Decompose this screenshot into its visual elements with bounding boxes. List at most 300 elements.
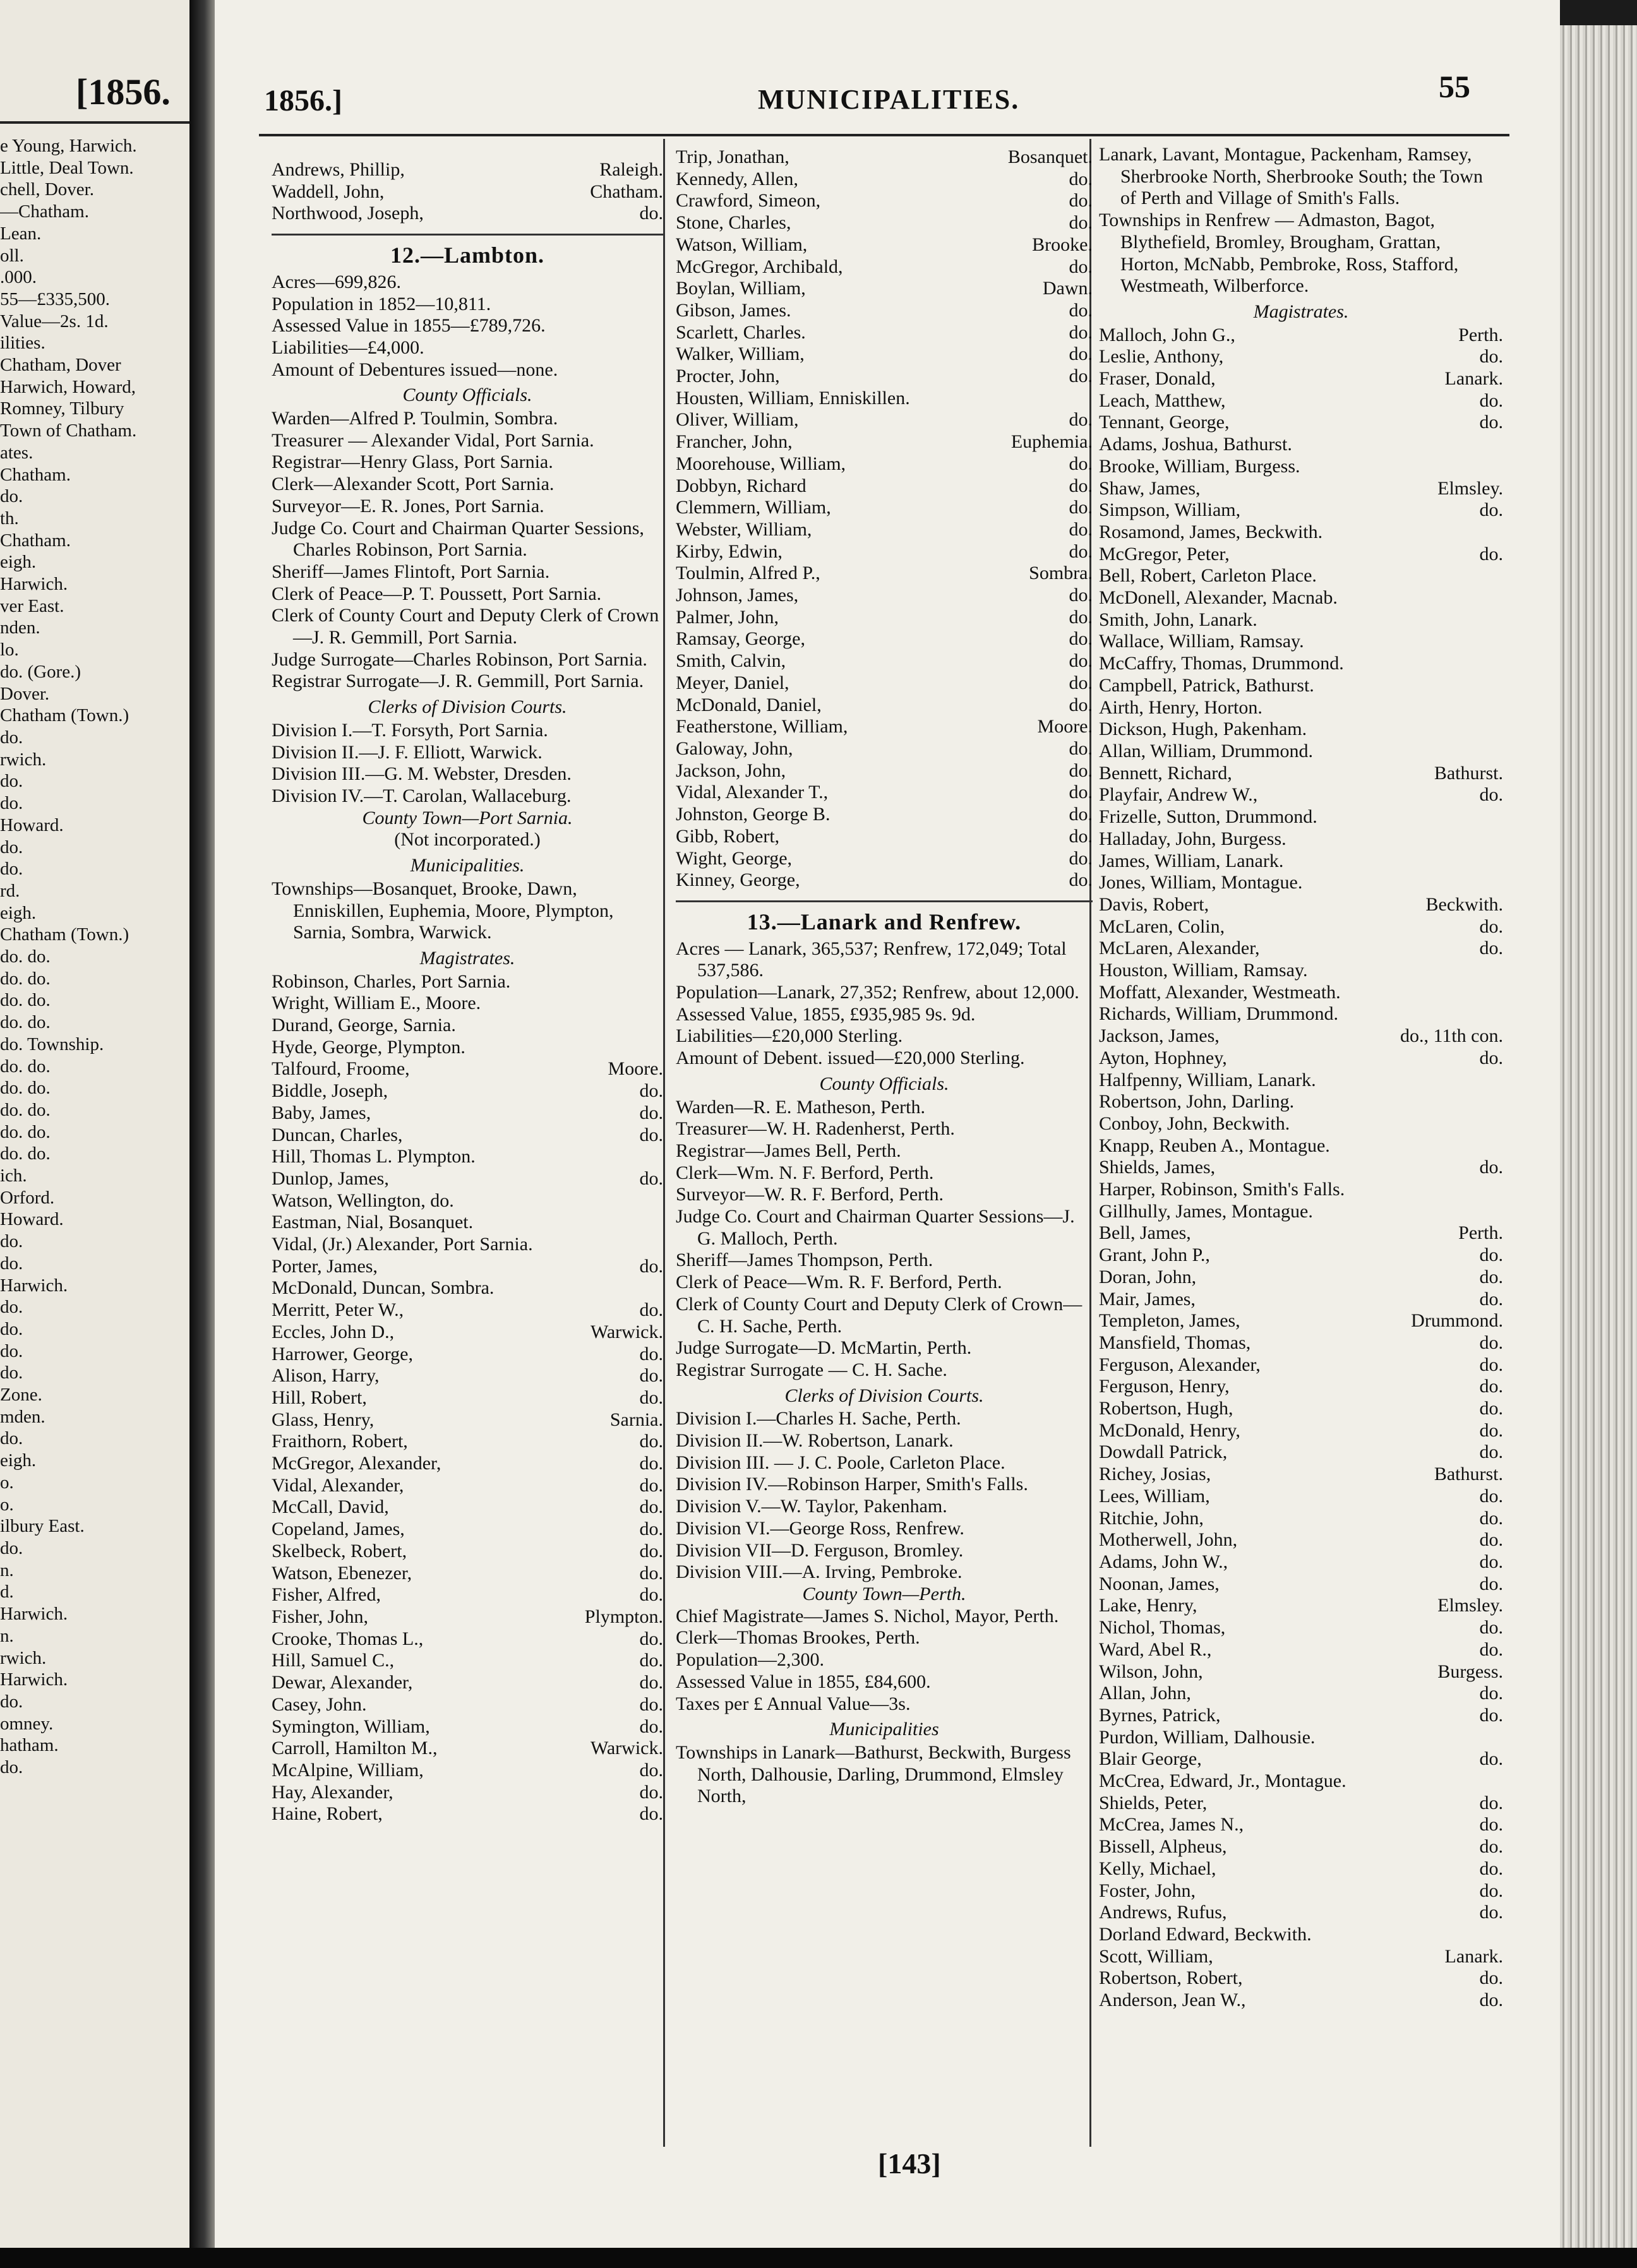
scan-border [0, 2248, 1637, 2268]
official-entry: Surveyor—E. R. Jones, Port Sarnia. [272, 495, 544, 516]
official-entry: Warden—R. E. Matheson, Perth. [676, 1096, 926, 1118]
entry-name: Watson, Wellington, do. [272, 1190, 454, 1211]
stat-line: Liabilities—£20,000 Sterling. [676, 1025, 903, 1047]
entry-place: do. [1479, 1858, 1503, 1879]
entry-name: Scott, William, [1099, 1945, 1213, 1967]
entry-name: Robertson, Robert, [1099, 1967, 1243, 1989]
list-entry [1099, 1595, 1503, 1617]
entry-place: do. [1069, 453, 1093, 474]
list-entry [1099, 499, 1503, 522]
left-page-line: do. do. [0, 1078, 51, 1099]
left-page-line: .000. [0, 267, 37, 288]
stat-line: Population in 1852—10,811. [272, 293, 491, 314]
subheading: County Officials. [819, 1073, 949, 1094]
list-entry [272, 1058, 663, 1080]
official-entry: Treasurer—W. H. Radenherst, Perth. [676, 1118, 955, 1140]
entry-place: Lanark. [1444, 1945, 1503, 1967]
county-stats [676, 938, 1093, 1070]
entry-name: Waddell, John, [272, 181, 385, 202]
entry-name: Stone, Charles, [676, 212, 791, 234]
entry-name: Richards, William, Drummond. [1099, 1003, 1339, 1025]
left-page-line: do. do. [0, 1056, 51, 1077]
list-entry [1099, 982, 1503, 1004]
left-page-line: Harwich. [0, 1275, 68, 1296]
entry-place: do. [1069, 540, 1093, 562]
entry-name: Byrnes, Patrick, [1099, 1704, 1221, 1726]
entry-name: Wallace, William, Ramsay. [1099, 631, 1304, 652]
left-page-line: do. [0, 1538, 23, 1558]
list-entry [272, 181, 663, 203]
list-entry [1099, 1946, 1503, 1968]
list-entry [676, 169, 1093, 191]
list-entry [272, 1256, 663, 1278]
page-title: MUNICIPALITIES. [758, 84, 1020, 115]
entry-name: Wight, George, [676, 847, 793, 869]
entry-name: Dobbyn, Richard [676, 475, 807, 496]
list-entry [272, 1277, 663, 1299]
list-entry [1099, 1179, 1503, 1201]
entry-name: Kirby, Edwin, [676, 540, 783, 562]
left-page-line: do. [0, 859, 23, 880]
left-page-line: ates. [0, 442, 33, 463]
page-reference: [143] [878, 2147, 941, 2180]
list-entry [676, 848, 1093, 870]
entry-place: do. [1479, 938, 1503, 959]
left-page-line: Little, Deal Town. [0, 157, 134, 178]
entry-name: McLaren, Alexander, [1099, 938, 1260, 959]
list-entry [676, 146, 1093, 169]
main-page [215, 0, 1560, 2268]
list-entry [1099, 719, 1503, 741]
left-page-line: Chatham. [0, 464, 71, 485]
entry-place: do. [1479, 1792, 1503, 1813]
list-entry [272, 1628, 663, 1650]
entry-place: do. [1069, 737, 1093, 759]
list-entry [676, 409, 1093, 431]
left-page-line: do. [0, 1340, 23, 1361]
official-entry: Judge Surrogate—D. McMartin, Perth. [676, 1337, 972, 1359]
entry-name: Halladay, John, Burgess. [1099, 828, 1286, 849]
list-entry [1099, 850, 1503, 873]
entry-name: Crawford, Simeon, [676, 190, 821, 212]
entry-name: Adams, John W., [1099, 1551, 1228, 1572]
list-entry [272, 993, 663, 1015]
entry-name: Fraithorn, Robert, [272, 1431, 408, 1452]
entry-name: Boylan, William, [676, 278, 806, 299]
stat-line: Assessed Value, 1855, £935,985 9s. 9d. [676, 1003, 976, 1025]
list-entry [1099, 1201, 1503, 1223]
entry-place: do. [1479, 1836, 1503, 1858]
entry-name: Watson, Ebenezer, [272, 1562, 412, 1584]
left-page-line: do. do. [0, 990, 51, 1011]
section-title: 12.—Lambton. [390, 242, 545, 268]
entry-place: do. [639, 1781, 663, 1803]
left-page-line: ver East. [0, 595, 64, 616]
list-entry [676, 650, 1093, 672]
entry-name: Gibson, James. [676, 299, 791, 321]
entry-name: Robertson, John, Darling. [1099, 1091, 1295, 1113]
list-entry [272, 1168, 663, 1190]
entry-name: Gibb, Robert, [676, 825, 780, 847]
entry-name: Skelbeck, Robert, [272, 1540, 407, 1561]
entry-name: Ramsay, George, [676, 628, 805, 650]
header-rule [259, 134, 1509, 136]
list-entry [676, 563, 1093, 585]
list-entry [1099, 1464, 1503, 1486]
list-entry [1099, 1902, 1503, 1924]
entry-name: Allan, William, Drummond. [1099, 740, 1314, 761]
list-entry [676, 343, 1093, 366]
left-page-rule [0, 121, 189, 124]
entry-name: Nichol, Thomas, [1099, 1617, 1226, 1638]
entry-name: Lees, William, [1099, 1485, 1210, 1507]
entry-name: Merritt, Peter W., [272, 1299, 404, 1321]
entry-name: Wilson, John, [1099, 1661, 1203, 1682]
left-page-line: eigh. [0, 552, 37, 573]
list-entry [1099, 763, 1503, 785]
entry-name: Jones, William, Montague. [1099, 872, 1303, 893]
county-stats [272, 272, 663, 381]
entry-name: Noonan, James, [1099, 1573, 1220, 1594]
list-entry [272, 1299, 663, 1322]
entry-place: do. [639, 1255, 663, 1277]
entry-place: do. [1069, 256, 1093, 277]
list-entry [1099, 1310, 1503, 1332]
entry-place: Chatham. [590, 181, 663, 202]
list-entry [272, 1738, 663, 1760]
entry-name: Meyer, Daniel, [676, 672, 789, 693]
entry-name: McCrea, James N., [1099, 1814, 1244, 1835]
list-entry [1099, 872, 1503, 894]
entry-list [676, 146, 1093, 892]
entry-name: Smith, John, Lanark. [1099, 609, 1257, 630]
left-page-line: lo. [0, 640, 19, 660]
left-page-line: Value—2s. 1d. [0, 311, 109, 331]
entry-name: Trip, Jonathan, [676, 146, 789, 167]
entry-place: Brooke. [1032, 234, 1093, 255]
entry-place: do. [1069, 847, 1093, 869]
entry-name: Haine, Robert, [272, 1803, 383, 1825]
entry-place: do. [1069, 782, 1093, 803]
left-page-line: Orford. [0, 1187, 55, 1208]
entry-name: Shields, Peter, [1099, 1792, 1208, 1813]
entry-name: Fisher, John, [272, 1606, 368, 1627]
official-entry: Surveyor—W. R. F. Berford, Perth. [676, 1184, 944, 1205]
entry-place: Moore. [1037, 716, 1093, 737]
entry-name: Robinson, Charles, Port Sarnia. [272, 970, 511, 992]
left-page-line: omney. [0, 1713, 54, 1734]
entry-place: do. [639, 1167, 663, 1189]
entry-name: Fisher, Alfred, [272, 1584, 381, 1606]
entry-place: Sarnia. [609, 1409, 663, 1430]
left-page-line: Chatham (Town.) [0, 705, 129, 726]
list-entry [1099, 1420, 1503, 1442]
column-2 [676, 146, 1093, 1808]
left-page-line: e Young, Harwich. [0, 136, 137, 156]
list-entry [1099, 1727, 1503, 1749]
list-entry [272, 1080, 663, 1102]
entry-place: do. [1479, 1485, 1503, 1507]
left-page-line: eigh. [0, 1450, 37, 1471]
stat-line: Amount of Debentures issued—none. [272, 359, 558, 380]
entry-list [272, 159, 663, 225]
entry-place: do. [1479, 1638, 1503, 1660]
list-entry [676, 431, 1093, 453]
entry-name: Webster, William, [676, 518, 812, 540]
list-entry [1099, 828, 1503, 850]
stat-line: Assessed Value in 1855—£789,726. [272, 315, 546, 337]
entry-name: Featherstone, William, [676, 716, 848, 737]
list-entry [1099, 631, 1503, 653]
list-entry [1099, 1967, 1503, 1990]
entry-place: do. [1069, 366, 1093, 387]
left-page-line: do. [0, 1428, 23, 1449]
list-entry [1099, 1070, 1503, 1092]
list-entry [676, 628, 1093, 650]
list-entry [1099, 741, 1503, 763]
column-3 [1099, 144, 1503, 2012]
entry-name: Porter, James, [272, 1255, 378, 1277]
left-page-line: Lean. [0, 223, 42, 244]
entry-name: Conboy, John, Beckwith. [1099, 1113, 1290, 1134]
list-entry [272, 159, 663, 181]
list-entry [676, 234, 1093, 256]
left-page-year: [1856. [76, 71, 171, 112]
list-entry [676, 541, 1093, 563]
list-entry [676, 760, 1093, 782]
left-page-line: Howard. [0, 815, 64, 835]
official-entry: Registrar Surrogate — C. H. Sache. [676, 1359, 947, 1380]
list-entry [1099, 434, 1503, 456]
left-page-line: —Chatham. [0, 201, 89, 222]
list-entry [1099, 1639, 1503, 1661]
list-entry [1099, 1529, 1503, 1551]
entry-place: do. [1069, 628, 1093, 650]
entry-name: Oliver, William, [676, 409, 799, 431]
left-page-line: th. [0, 508, 19, 528]
entry-place: do. [1069, 518, 1093, 540]
list-entry [272, 1453, 663, 1475]
entry-place: do. [639, 1431, 663, 1452]
list-entry [1099, 1376, 1503, 1398]
official-entry: Clerk—Wm. N. F. Berford, Perth. [676, 1162, 934, 1183]
official-entry: Sheriff—James Flintoft, Port Sarnia. [272, 561, 550, 582]
entry-name: Hyde, George, Plympton. [272, 1036, 465, 1058]
entry-name: Moorehouse, William, [676, 453, 846, 474]
left-page-line: rwich. [0, 1647, 47, 1668]
list-entry [272, 1190, 663, 1212]
list-entry [1099, 609, 1503, 631]
list-entry [1099, 1157, 1503, 1179]
official-entry: Registrar—James Bell, Perth. [676, 1140, 901, 1161]
entry-name: Bennett, Richard, [1099, 762, 1232, 784]
entry-name: Rosamond, James, Beckwith. [1099, 521, 1323, 542]
header-year: 1856.] [264, 84, 342, 117]
left-page-line: do. Township. [0, 1034, 104, 1054]
entry-name: Anderson, Jean W., [1099, 1990, 1246, 2011]
entry-place: do. [1479, 499, 1503, 521]
entry-name: Watson, William, [676, 234, 808, 255]
list-entry [272, 1234, 663, 1256]
entry-name: Carroll, Hamilton M., [272, 1738, 438, 1759]
list-entry [676, 738, 1093, 760]
entry-name: Robertson, Hugh, [1099, 1398, 1233, 1419]
entry-name: Crooke, Thomas L., [272, 1628, 424, 1649]
list-entry [1099, 1354, 1503, 1376]
left-page-line: do. [0, 1691, 23, 1712]
previous-page-fragment [0, 0, 189, 2248]
entry-name: Fraser, Donald, [1099, 368, 1216, 390]
entry-name: Procter, John, [676, 366, 780, 387]
entry-name: Scarlett, Charles. [676, 321, 806, 343]
entry-place: do. [639, 1102, 663, 1123]
entry-name: Mair, James, [1099, 1288, 1196, 1310]
town-info-line: Taxes per £ Annual Value—3s. [676, 1693, 911, 1714]
list-entry [1099, 1814, 1503, 1836]
subheading: Clerks of Division Courts. [368, 696, 567, 718]
entry-place: Warwick. [590, 1738, 663, 1759]
list-entry [272, 1496, 663, 1519]
list-entry [1099, 1332, 1503, 1354]
entry-name: Campbell, Patrick, Bathurst. [1099, 674, 1314, 696]
left-page-line: Harwich, Howard, [0, 376, 136, 397]
list-entry [1099, 1244, 1503, 1267]
entry-place: Burgess. [1437, 1661, 1503, 1682]
list-entry [1099, 456, 1503, 478]
left-page-line: 55—£335,500. [0, 289, 110, 309]
list-entry [1099, 1880, 1503, 1902]
division-entry: Division II.—W. Robertson, Lanark. [676, 1430, 954, 1452]
left-page-line: do. [0, 1363, 23, 1383]
entry-place: do. [639, 1453, 663, 1474]
left-page-line: do. do. [0, 1099, 51, 1120]
entry-name: Dowdall Patrick, [1099, 1441, 1228, 1463]
left-page-line: Chatham. [0, 530, 71, 551]
stat-line: Liabilities—£4,000. [272, 337, 424, 358]
entry-place: do. [639, 203, 663, 224]
division-entry: Division II.—J. F. Elliott, Warwick. [272, 741, 543, 763]
division-entry: Division VIII.—A. Irving, Pembroke. [676, 1561, 962, 1583]
left-page-line: ilities. [0, 333, 45, 354]
entry-name: Ferguson, Henry, [1099, 1376, 1230, 1397]
entry-name: Dewar, Alexander, [272, 1672, 413, 1693]
entry-name: Hill, Robert, [272, 1387, 367, 1408]
list-entry [676, 716, 1093, 738]
entry-name: Shields, James, [1099, 1157, 1216, 1178]
list-entry [272, 1146, 663, 1168]
left-page-line: Howard. [0, 1209, 64, 1230]
entry-place: do. [639, 1759, 663, 1781]
page-number: 55 [1439, 69, 1470, 104]
entry-place: do. [639, 1628, 663, 1649]
left-page-line: mden. [0, 1406, 45, 1427]
entry-place: do. [1069, 497, 1093, 518]
entry-place: Raleigh. [599, 159, 663, 180]
list-entry [1099, 697, 1503, 719]
left-page-line: rd. [0, 880, 20, 901]
list-entry [1099, 390, 1503, 412]
entry-name: Doran, John, [1099, 1266, 1197, 1287]
left-page-line: Harwich. [0, 1669, 68, 1690]
entry-place: do. [639, 1562, 663, 1584]
stat-line: Amount of Debent. issued—£20,000 Sterling. [676, 1047, 1025, 1069]
left-page-line: Town of Chatham. [0, 421, 137, 441]
division-courts [676, 1408, 1093, 1584]
list-entry [676, 826, 1093, 848]
entry-name: Knapp, Reuben A., Montague. [1099, 1135, 1330, 1156]
entry-name: Allan, John, [1099, 1683, 1191, 1704]
county-officials [272, 408, 663, 693]
list-entry [676, 190, 1093, 212]
entry-place: do. [1069, 585, 1093, 606]
column-divider [663, 139, 665, 2147]
left-page-line: n. [0, 1560, 14, 1580]
entry-place: do. [1069, 212, 1093, 234]
list-entry [676, 300, 1093, 322]
entry-name: McDonald, Daniel, [676, 694, 822, 715]
town-info-line: Assessed Value in 1855, £84,600. [676, 1671, 931, 1692]
left-page-line: ich. [0, 1166, 27, 1186]
list-entry [676, 585, 1093, 607]
official-entry: Judge Surrogate—Charles Robinson, Port Sarnia. [272, 648, 647, 670]
entry-name: Harper, Robinson, Smith's Falls. [1099, 1179, 1345, 1200]
entry-name: Bissell, Alpheus, [1099, 1836, 1227, 1858]
entry-place: do. [639, 1716, 663, 1737]
left-page-line: do. [0, 1253, 23, 1274]
left-page-line: Harwich. [0, 1604, 68, 1625]
list-entry [1099, 806, 1503, 828]
entry-name: Bell, James, [1099, 1222, 1191, 1244]
list-entry [676, 607, 1093, 629]
municipalities-text: Townships—Bosanquet, Brooke, Dawn, Enniskillen, Euphemia, Moore, Plympton, Sarnia, Sombra, Warwick. [272, 878, 614, 943]
entry-place: do. [1069, 343, 1093, 365]
entry-name: Bell, Robert, Carleton Place. [1099, 565, 1317, 587]
official-entry: Warden—Alfred P. Toulmin, Sombra. [272, 408, 558, 429]
entry-name: Walker, William, [676, 343, 805, 365]
entry-name: McCaffry, Thomas, Drummond. [1099, 653, 1344, 674]
subheading: Municipalities [829, 1719, 939, 1740]
county-town: County Town—Perth. [802, 1584, 966, 1604]
list-entry [676, 519, 1093, 541]
list-entry [1099, 675, 1503, 697]
entry-name: McGregor, Alexander, [272, 1453, 441, 1474]
entry-place: do. [639, 1540, 663, 1561]
entry-place: do. [639, 1803, 663, 1825]
entry-place: Elmsley. [1437, 477, 1503, 499]
entry-name: Casey, John. [272, 1693, 367, 1715]
entry-name: Adams, Joshua, Bathurst. [1099, 434, 1292, 455]
entry-name: Toulmin, Alfred P., [676, 563, 820, 584]
list-entry [1099, 1573, 1503, 1596]
entry-name: Vidal, Alexander T., [676, 782, 829, 803]
division-entry: Division VII—D. Ferguson, Bromley. [676, 1539, 964, 1561]
entry-place: do. [1479, 1157, 1503, 1178]
entry-place: Plympton. [584, 1606, 663, 1627]
entry-place: do. [1069, 299, 1093, 321]
county-town: County Town—Port Sarnia. [362, 807, 573, 828]
entry-place: do. [639, 1080, 663, 1102]
left-page-line: do. [0, 1318, 23, 1339]
list-entry [1099, 1683, 1503, 1705]
entry-place: do. [1069, 869, 1093, 891]
division-entry: Division VI.—George Ross, Renfrew. [676, 1517, 964, 1539]
entry-name: Copeland, James, [272, 1519, 405, 1540]
entry-place: do. [1479, 1376, 1503, 1397]
entry-name: Galoway, John, [676, 737, 793, 759]
entry-name: Alison, Harry, [272, 1365, 380, 1387]
list-entry [676, 497, 1093, 519]
entry-name: Purdon, William, Dalhousie. [1099, 1726, 1316, 1748]
